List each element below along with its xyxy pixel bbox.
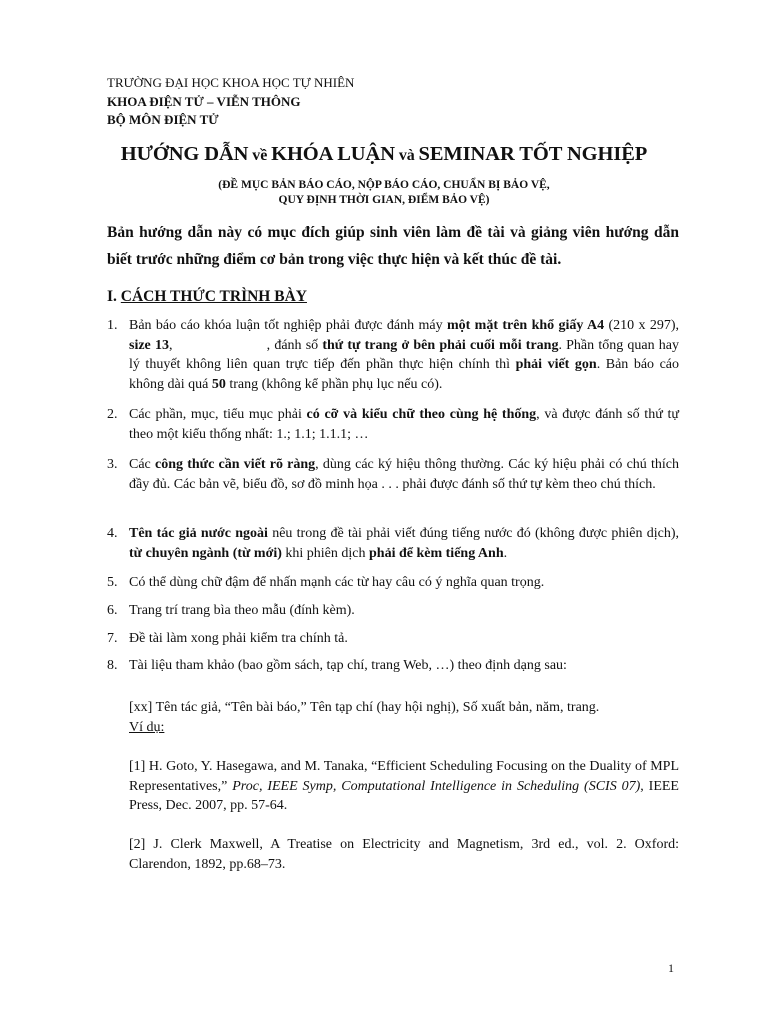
text-run: thứ tự trang ở bên phải cuối mỗi trang bbox=[322, 337, 559, 353]
text-run: Tên tác giả nước ngoài bbox=[129, 526, 268, 541]
title-part: và bbox=[394, 147, 419, 164]
document-title bbox=[0, 143, 768, 166]
reference-format-line: [xx] Tên tác giả, “Tên bài báo,” Tên tạp chí (hay hội nghị), Số xuất bản, năm, trang. bbox=[129, 700, 600, 715]
text-run: . Phần tổng quan hay lý thuyết không liên quan trực tiếp đến phần thực hiện chính thì bbox=[129, 337, 680, 372]
document-header bbox=[107, 74, 354, 130]
item-text: Đề tài làm xong phải kiểm tra chính tả. bbox=[129, 631, 348, 646]
reference-item: [2] J. Clerk Maxwell, A Treatise on Electricity and Magnetism, 3rd ed., vol. 2. Oxford: Clarendon, 1892, pp.68–73. bbox=[129, 837, 679, 872]
university-name: TRƯỜNG ĐẠI HỌC KHOA HỌC TỰ NHIÊN bbox=[107, 75, 355, 90]
item-number: 8. bbox=[107, 658, 118, 673]
faculty-name: KHOA ĐIỆN TỬ – VIỄN THÔNG bbox=[107, 93, 301, 109]
title-part: KHÓA LUẬN bbox=[271, 143, 395, 165]
text-run: Proc, IEEE Symp, Computational Intelligence in Scheduling (SCIS 07) bbox=[232, 778, 641, 794]
text-run: phải viết gọn bbox=[515, 357, 597, 372]
text-run: có cỡ và kiểu chữ theo cùng hệ thống bbox=[306, 407, 537, 422]
item-text: Tài liệu tham khảo (bao gồm sách, tạp chí, trang Web, …) theo định dạng sau: bbox=[129, 658, 567, 673]
text-run: size 13 bbox=[129, 337, 169, 353]
page-number: 1 bbox=[668, 961, 674, 975]
item-number: 1. bbox=[107, 318, 118, 333]
item-number: 7. bbox=[107, 631, 118, 646]
document-subtitle bbox=[0, 178, 768, 208]
item-number: 3. bbox=[107, 457, 118, 472]
item-text bbox=[129, 405, 679, 444]
text-run: , đánh số bbox=[266, 337, 323, 353]
text-run: nêu trong đề tài phải viết đúng tiếng nước đó (không được phiên dịch), bbox=[267, 526, 679, 541]
item-number: 5. bbox=[107, 575, 118, 590]
item-text bbox=[129, 455, 679, 494]
text-run: [1] H. Goto, Y. Hasegawa, and M. Tanaka, “Efficient Scheduling Focusing on the Duality of MPL Representatives,” bbox=[129, 759, 679, 794]
text-run: . bbox=[503, 545, 508, 561]
section-title: CÁCH THỨC TRÌNH BÀY bbox=[120, 288, 307, 305]
text-run: 50 bbox=[211, 376, 226, 392]
item-text: Có thể dùng chữ đậm để nhấn mạnh các từ hay câu có ý nghĩa quan trọng. bbox=[129, 575, 545, 590]
title-part: HƯỚNG DẪN bbox=[120, 143, 249, 165]
subtitle-line: (ĐỀ MỤC BẢN BÁO CÁO, NỘP BÁO CÁO, CHUẨN BỊ BẢO VỆ, bbox=[218, 179, 550, 191]
reference-item bbox=[129, 757, 679, 816]
text-run: phải để kèm tiếng Anh bbox=[369, 545, 504, 561]
reference-format bbox=[129, 698, 679, 737]
text-run: một mặt trên khổ giấy A4 bbox=[446, 318, 605, 333]
text-run: Các bbox=[129, 457, 155, 472]
text-run: công thức cần viết rõ ràng bbox=[155, 457, 316, 472]
text-run: . Bản báo cáo không dài quá bbox=[129, 357, 680, 392]
item-text bbox=[129, 524, 679, 563]
item-text: Trang trí trang bìa theo mẫu (đính kèm). bbox=[129, 603, 355, 618]
text-run: , dùng các ký hiệu thông thường. Các ký hiệu phải có chú thích đầy đủ. Các bản vẽ, biểu đồ, sơ đồ minh họa . . . phải được đánh số thứ tự kèm theo chú thích. bbox=[129, 457, 679, 492]
text-run: khi phiên dịch bbox=[281, 545, 370, 561]
item-number: 6. bbox=[107, 603, 118, 618]
item-number: 4. bbox=[107, 526, 118, 541]
department-name: BỘ MÔN ĐIỆN TỬ bbox=[107, 112, 219, 127]
text-run: Các phần, mục, tiểu mục phải bbox=[129, 407, 307, 422]
item-text bbox=[129, 316, 679, 394]
text-run: (210 x 297), bbox=[604, 318, 679, 333]
section-number: I. bbox=[107, 288, 121, 305]
example-label: Ví dụ: bbox=[129, 719, 165, 735]
text-run: Bản báo cáo khóa luận tốt nghiệp phải được đánh máy bbox=[129, 318, 447, 333]
section-heading bbox=[107, 288, 307, 306]
title-part: về bbox=[248, 147, 272, 164]
subtitle-line: QUY ĐỊNH THỜI GIAN, ĐIỂM BẢO VỆ) bbox=[278, 194, 490, 206]
title-part: SEMINAR TỐT NGHIỆP bbox=[418, 143, 648, 165]
text-run: , bbox=[168, 337, 177, 353]
text-run: từ chuyên ngành (từ mới) bbox=[129, 545, 282, 561]
intro-paragraph: Bản hướng dẫn này có mục đích giúp sinh viên làm đề tài và giảng viên hướng dẫn biết trước những điểm cơ bản trong việc thực hiện và kết thúc đề tài. bbox=[107, 224, 679, 268]
text-run: , và được đánh số thứ tự theo một kiểu thống nhất: 1.; 1.1; 1.1.1; … bbox=[129, 407, 679, 442]
item-number: 2. bbox=[107, 407, 118, 422]
text-run: trang (không kể phần phụ lục nếu có). bbox=[225, 376, 443, 392]
text-run: , IEEE Press, Dec. 2007, pp. 57-64. bbox=[129, 778, 679, 813]
